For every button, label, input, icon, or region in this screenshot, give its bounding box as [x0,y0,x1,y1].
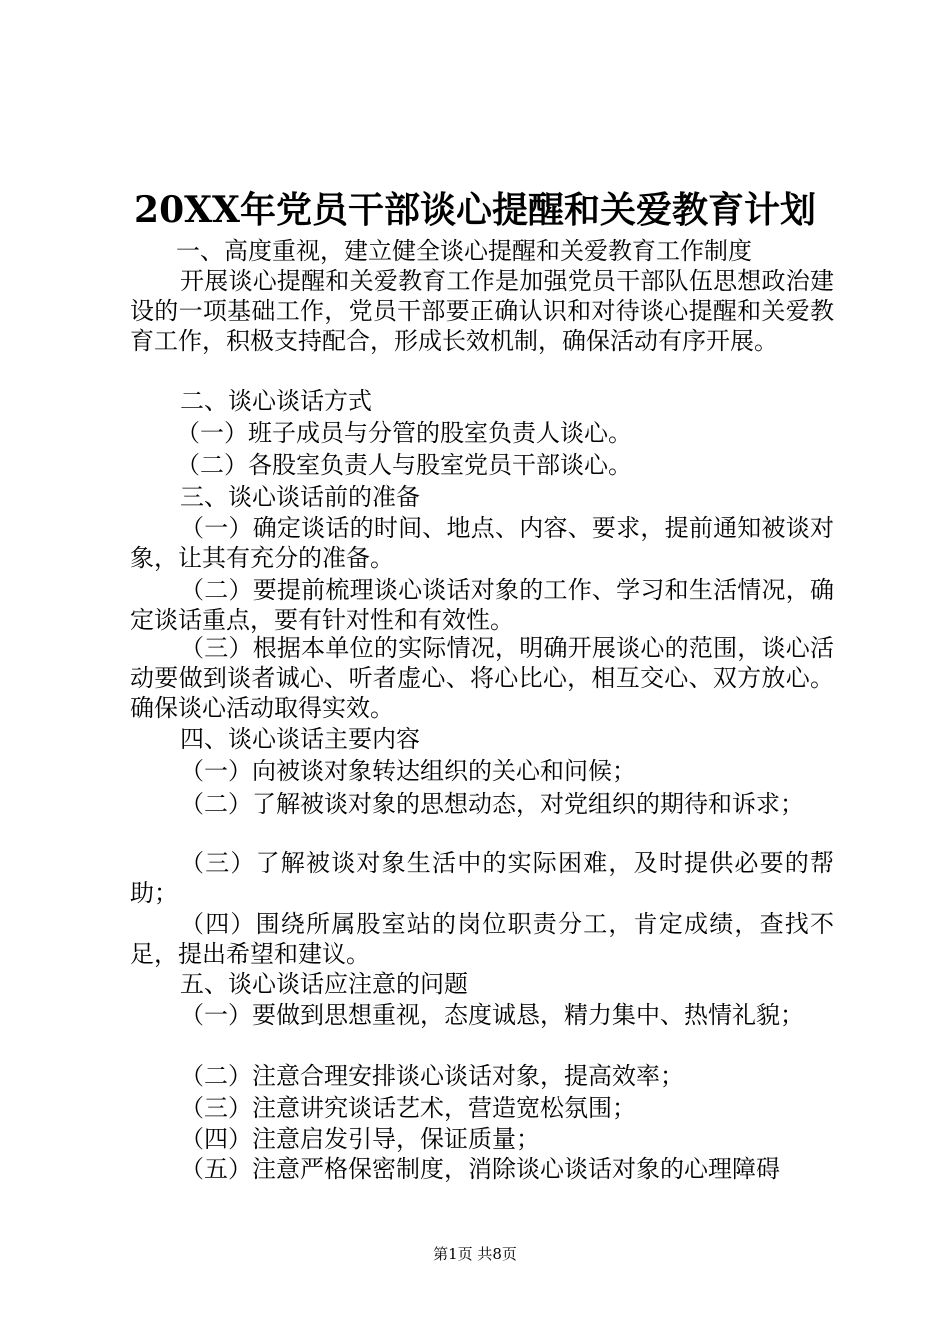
list-item: （三）根据本单位的实际情况，明确开展谈心的范围，谈心活动要做到谈者诚心、听者虚心、将心比心，相互交心、双方放心。确保谈心活动取得实效。 [130,634,834,722]
list-item: （一）向被谈对象转达组织的关心和问候； [180,757,636,785]
section-heading-3: 三、谈心谈话前的准备 [180,483,420,511]
section-heading-1: 一、高度重视，建立健全谈心提醒和关爱教育工作制度 [176,237,752,265]
document-title: 20XX年党员干部谈心提醒和关爱教育计划 [134,189,816,231]
list-item: （三）了解被谈对象生活中的实际困难，及时提供必要的帮助； [130,849,834,907]
list-item: （二）了解被谈对象的思想动态，对党组织的期待和诉求； [180,790,804,818]
list-item: （四）围绕所属股室站的岗位职责分工，肯定成绩，查找不足，提出希望和建议。 [130,910,834,968]
paragraph-intro: 开展谈心提醒和关爱教育工作是加强党员干部队伍思想政治建设的一项基础工作，党员干部要正确认识和对待谈心提醒和关爱教育工作，积极支持配合，形成长效机制，确保活动有序开展。 [130,267,834,355]
section-heading-2: 二、谈心谈话方式 [180,387,372,415]
list-item: （二）各股室负责人与股室党员干部谈心。 [176,451,632,479]
list-item: （三）注意讲究谈话艺术，营造宽松氛围； [180,1094,636,1122]
list-item: （四）注意启发引导，保证质量； [180,1125,540,1153]
section-heading-5: 五、谈心谈话应注意的问题 [180,970,468,998]
list-item: （一）班子成员与分管的股室负责人谈心。 [176,419,632,447]
list-item: （一）要做到思想重视，态度诚恳，精力集中、热情礼貌； [180,1001,804,1029]
section-heading-4: 四、谈心谈话主要内容 [180,725,420,753]
page-number-footer: 第1页 共8页 [433,1245,517,1263]
list-item: （一）确定谈话的时间、地点、内容、要求，提前通知被谈对象，让其有充分的准备。 [130,514,834,572]
list-item: （五）注意严格保密制度，消除谈心谈话对象的心理障碍 [180,1155,780,1183]
list-item: （二）注意合理安排谈心谈话对象，提高效率； [180,1062,684,1090]
list-item: （二）要提前梳理谈心谈话对象的工作、学习和生活情况，确定谈话重点，要有针对性和有效性。 [130,576,834,634]
